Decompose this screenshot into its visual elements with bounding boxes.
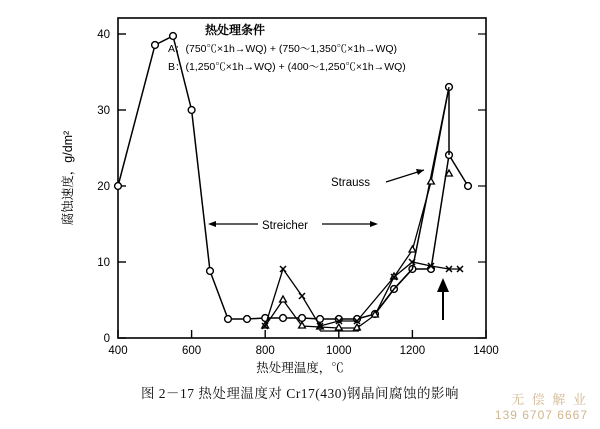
watermark-bottom: 139 6707 6667: [494, 408, 588, 422]
y-axis-label: 腐蚀速度，g/dm²: [61, 130, 75, 226]
x-tick-600: 600: [182, 345, 202, 357]
x-tick-800: 800: [255, 345, 275, 357]
annotation-streicher-label: Streicher: [262, 220, 309, 232]
x-tick-1000: 1000: [326, 345, 352, 357]
figure-caption: 图 2－17 热处理温度对 Cr17(430)钢晶间腐蚀的影响: [140, 386, 460, 401]
watermark-top: 无 偿 解 业: [511, 391, 588, 407]
annotation-strauss-label: Strauss: [331, 177, 370, 189]
x-tick-1400: 1400: [473, 345, 499, 357]
y-tick-30: 30: [97, 105, 110, 117]
x-axis-label: 热处理温度，℃: [256, 361, 344, 375]
y-tick-10: 10: [97, 257, 110, 269]
y-tick-40: 40: [97, 29, 110, 41]
y-tick-20: 20: [97, 181, 110, 193]
x-tick-1200: 1200: [399, 345, 426, 357]
note-line-a: A：(750℃×1h→WQ) + (750～1,350℃×1h→WQ): [168, 43, 398, 55]
watermark: [495, 392, 588, 423]
note-title: 热处理条件: [205, 23, 266, 37]
x-tick-400: 400: [108, 345, 128, 357]
y-tick-0: 0: [103, 333, 110, 345]
note-line-b: B：(1,250℃×1h→WQ) + (400～1,250℃×1h→WQ): [168, 61, 406, 73]
